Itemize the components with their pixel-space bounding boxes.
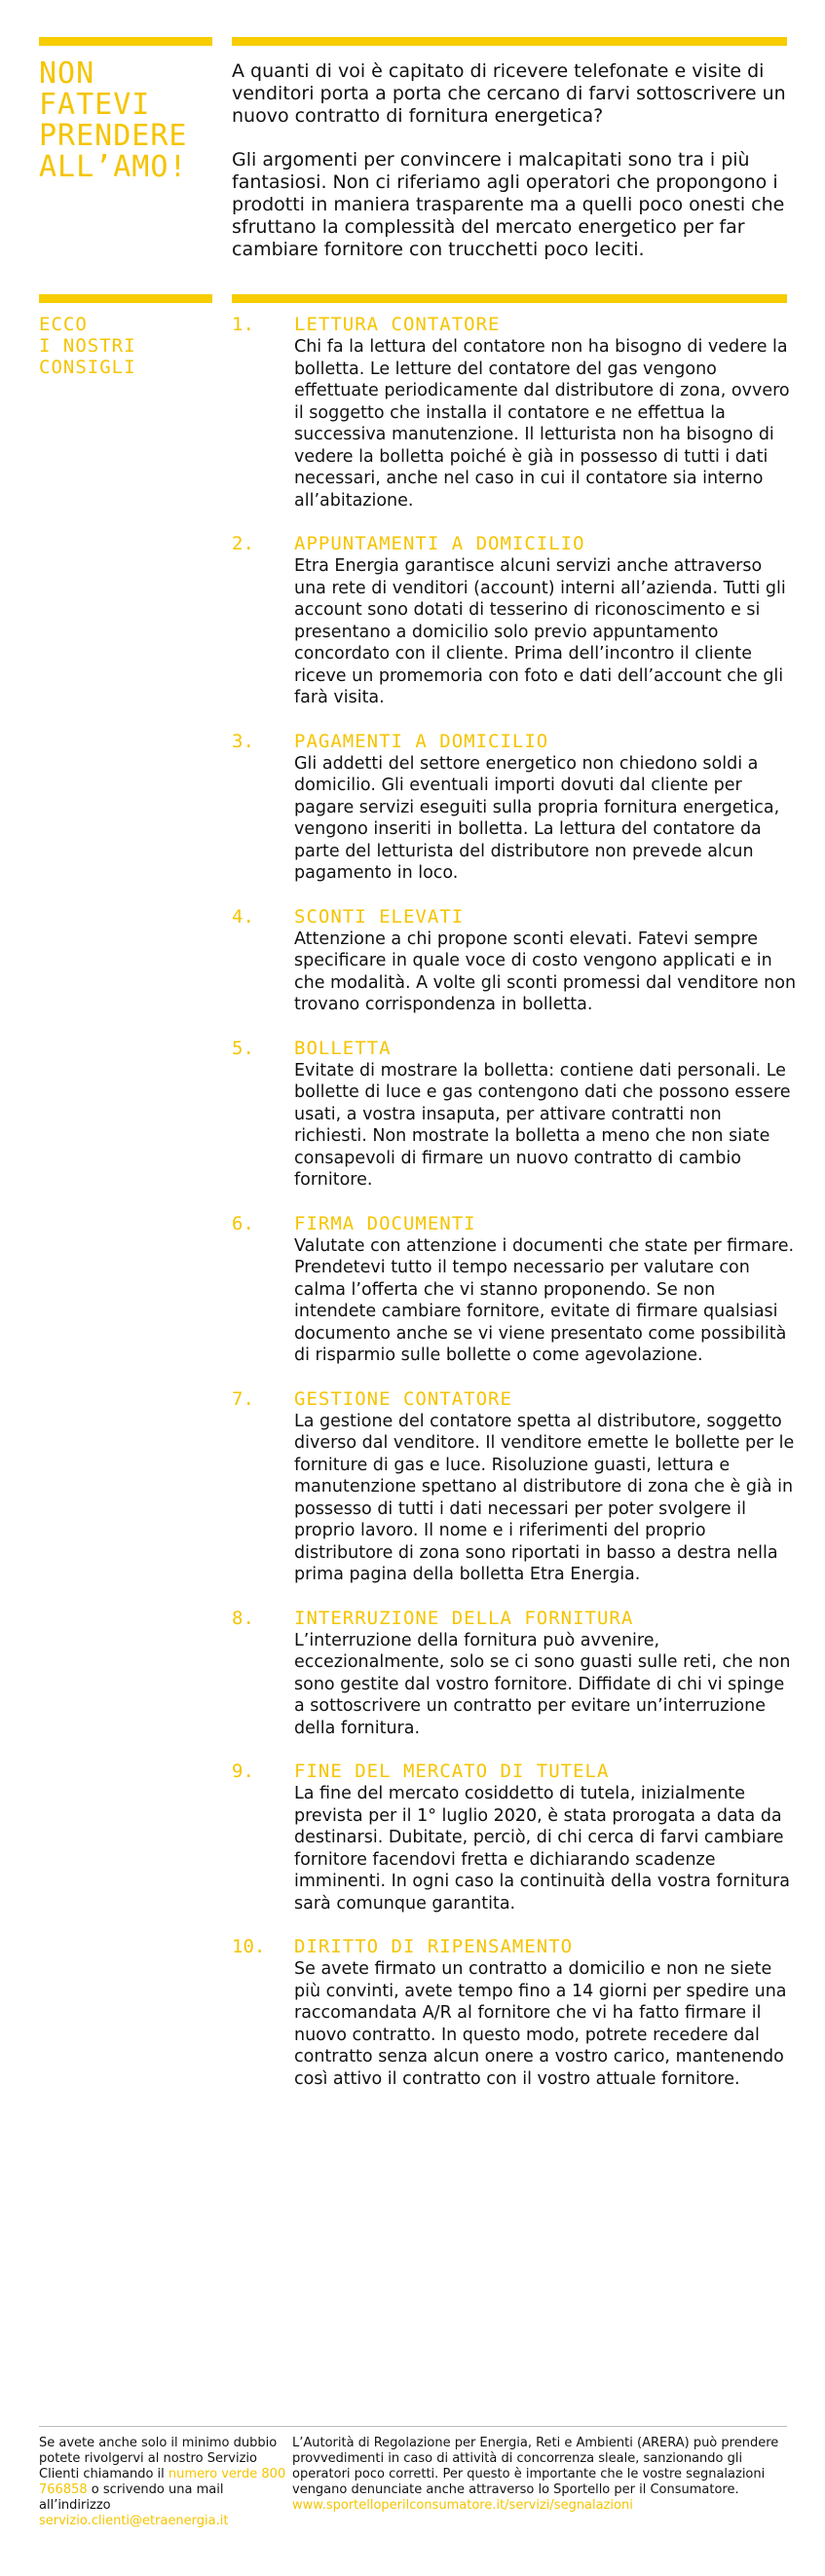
intro-paragraph: Gli argomenti per convincere i malcapitati sono tra i più fantasiosi. Non ci riferiamo agli operatori che propongono i prodotti in maniera trasparente ma a quelli poco onesti che sfruttano la complessità del mercato energetico per far cambiare fornitore con trucchetti poco leciti. bbox=[232, 149, 785, 260]
footer-divider bbox=[39, 2426, 787, 2427]
tip-heading: GESTIONE CONTATORE bbox=[294, 1387, 512, 1410]
tip-heading: INTERRUZIONE DELLA FORNITURA bbox=[294, 1607, 634, 1629]
mid-left-bar bbox=[39, 294, 212, 303]
phone-number-link[interactable]: numero verde 800 766858 bbox=[39, 2467, 286, 2497]
tip-body: Se avete firmato un contratto a domicilio e non ne siete più convinti, avete tempo fino a 14 giorni per spedire una raccomandata A/R al fornitore che vi ha fatto firmare il nuovo contratto. In questo modo, potrete recedere dal contratto senza alcun onere a vostro carico, mantenendo così attivo il contratto con il vostro attuale fornitore. bbox=[294, 1959, 787, 2089]
tip-heading: BOLLETTA bbox=[294, 1037, 392, 1059]
tip-body: Chi fa la lettura del contatore non ha bisogno di vedere la bolletta. Le letture del contatore del gas vengono effettuate periodicamente dal distributore di zona, ovvero il soggetto che installa il contatore e ne effettua la successiva manutenzione. Il letturista non ha bisogno di vedere la bolletta poiché è già in possesso di tutti i dati necessari, anche nel caso in cui il contatore sia interno all’abitazione. bbox=[294, 337, 790, 511]
top-left-bar bbox=[39, 37, 212, 46]
tip-body: Gli addetti del settore energetico non chiedono soldi a domicilio. Gli eventuali importi dovuti dal cliente per pagare servizi eseguiti sulla propria fornitura energetica, vengono inseriti in bolletta. La lettura del contatore da parte del letturista del distributore non prevede alcun pagamento in loco. bbox=[294, 753, 780, 883]
tip-number: 4. bbox=[232, 905, 254, 928]
mid-right-bar bbox=[232, 294, 787, 303]
title-line: FATEVI bbox=[39, 88, 151, 122]
tip-number: 3. bbox=[232, 730, 254, 752]
footer-arera-text: L’Autorità di Regolazione per Energia, Reti e Ambienti (ARERA) può prendere provvedimenti in caso di attività di concorrenza sleale, sanzionando gli operatori poco corretti. Per questo è importante che le vostre segnalazioni vengano denunciate anche attraverso lo Sportello per il Consumatore. bbox=[292, 2436, 779, 2497]
page-title bbox=[39, 58, 214, 183]
title-line: PRENDERE bbox=[39, 119, 188, 153]
tip-item bbox=[232, 1761, 797, 1914]
tip-heading: SCONTI ELEVATI bbox=[294, 905, 465, 928]
tip-heading: APPUNTAMENTI A DOMICILIO bbox=[294, 533, 585, 554]
sportello-link[interactable]: www.sportelloperilconsumatore.it/servizi/segnalazioni bbox=[292, 2498, 633, 2513]
tip-number: 7. bbox=[232, 1387, 254, 1410]
tip-heading: FIRMA DOCUMENTI bbox=[294, 1212, 476, 1234]
subtitle-line: ECCO bbox=[39, 314, 88, 335]
tip-body: Evitate di mostrare la bolletta: contiene dati personali. Le bollette di luce e gas contengono dati che possono essere usati, a vostra insaputa, per attivare contratti non richiesti. Non mostrate la bolletta a meno che non siate consapevoli di firmare un nuovo contratto di cambio fornitore. bbox=[294, 1060, 791, 1190]
tip-heading: DIRITTO DI RIPENSAMENTO bbox=[294, 1936, 574, 1957]
subtitle-line: CONSIGLI bbox=[39, 357, 136, 378]
tip-number: 2. bbox=[232, 533, 254, 554]
tip-heading: PAGAMENTI A DOMICILIO bbox=[294, 730, 549, 752]
title-line: NON bbox=[39, 57, 95, 91]
section-subtitle bbox=[39, 314, 205, 378]
tip-number: 6. bbox=[232, 1212, 254, 1234]
title-line: ALL’AMO! bbox=[39, 150, 188, 184]
email-link[interactable]: servizio.clienti@etraenergia.it bbox=[39, 2514, 229, 2528]
tip-number: 10. bbox=[232, 1936, 266, 1957]
tip-body: La gestione del contatore spetta al distributore, soggetto diverso dal venditore. Il venditore emette le bollette per le forniture di gas e luce. Risoluzione guasti, lettura e manutenzione spettano al distributore di zona che è già in possesso di tutti i dati necessari per poter svolgere il proprio lavoro. Il nome e i riferimenti del proprio distributore di zona sono riportati in basso a destra nella prima pagina della bolletta Etra Energia. bbox=[294, 1411, 795, 1584]
intro-paragraph: A quanti di voi è capitato di ricevere telefonate e visite di venditori porta a porta che cercano di farvi sottoscrivere un nuovo contratto di fornitura energetica? bbox=[232, 60, 786, 127]
tip-heading: FINE DEL MERCATO DI TUTELA bbox=[294, 1761, 610, 1782]
tip-item bbox=[232, 731, 797, 885]
tip-item bbox=[232, 906, 797, 1016]
footer-contact bbox=[39, 2436, 292, 2529]
tip-item bbox=[232, 1038, 797, 1192]
intro-text bbox=[232, 60, 787, 283]
tip-heading: LETTURA CONTATORE bbox=[294, 314, 501, 335]
tip-item bbox=[232, 1213, 797, 1367]
tip-body: L’interruzione della fornitura può avvenire, eccezionalmente, solo se ci sono guasti sulle reti, che non sono gestite dal vostro fornitore. Diffidate di chi vi spinge a sottoscrivere un contratto per evitare un’interruzione della fornitura. bbox=[294, 1630, 791, 1738]
tip-item bbox=[232, 1388, 797, 1586]
tip-number: 9. bbox=[232, 1761, 254, 1782]
tip-body: La fine del mercato cosiddetto di tutela, inizialmente prevista per il 1° luglio 2020, è stata prorogata a data da destinarsi. Dubitate, perciò, di chi cerca di farvi cambiare fornitore facendovi fretta e dichiarando scadenze imminenti. In ogni caso la continuità della vostra fornitura sarà comunque garantita. bbox=[294, 1784, 790, 1913]
footer-arera bbox=[292, 2436, 789, 2514]
tip-item bbox=[232, 533, 797, 709]
footer-contact-text: o scrivendo una mail all’indirizzo bbox=[39, 2482, 224, 2513]
tip-item bbox=[232, 1608, 797, 1740]
tip-number: 8. bbox=[232, 1607, 254, 1629]
footer-contact-text: Se avete anche solo il minimo dubbio potete rivolgervi al nostro Servizio Clienti chiamando il bbox=[39, 2436, 278, 2481]
tips-list bbox=[232, 314, 797, 2090]
subtitle-line: I NOSTRI bbox=[39, 335, 136, 357]
tip-item bbox=[232, 1936, 797, 2090]
tip-item bbox=[232, 314, 797, 511]
tip-body: Etra Energia garantisce alcuni servizi anche attraverso una rete di venditori (account) interni all’azienda. Tutti gli account sono dotati di tesserino di riconoscimento e si presentano a domicilio solo previo appuntamento concordato con il cliente. Prima dell’incontro il cliente riceve un promemoria con foto e dati dell’account che gli farà visita. bbox=[294, 556, 786, 707]
top-right-bar bbox=[232, 37, 787, 46]
tip-number: 1. bbox=[232, 314, 254, 335]
tip-body: Valutate con attenzione i documenti che state per firmare. Prendetevi tutto il tempo necessario per valutare con calma l’offerta che vi stanno proponendo. Se non intendete cambiare fornitore, evitate di firmare qualsiasi documento anche se vi viene presentato come possibilità di risparmio sulle bollette o come agevolazione. bbox=[294, 1235, 795, 1365]
tip-number: 5. bbox=[232, 1037, 254, 1059]
tip-body: Attenzione a chi propone sconti elevati. Fatevi sempre specificare in quale voce di costo vengono applicati e in che modalità. A volte gli sconti promessi dal venditore non trovano corrispondenza in bolletta. bbox=[294, 928, 797, 1014]
